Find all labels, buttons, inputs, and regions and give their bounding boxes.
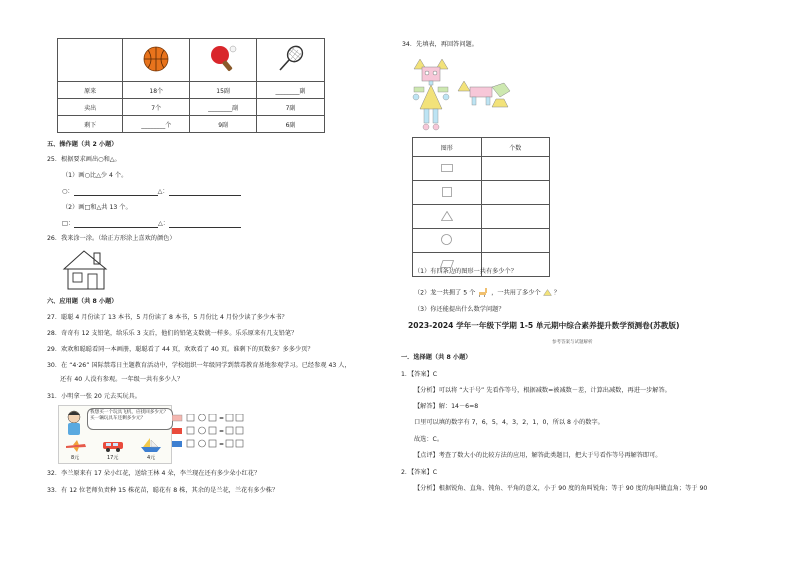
table-header-row [413, 138, 550, 157]
table-row [413, 229, 550, 253]
section-heading: 一．选择题（共 8 小题） [401, 354, 472, 361]
toy-car-icon [101, 439, 125, 453]
answer-1-comment: 【点评】考查了数大小的比较方法的应用，解答此类题目，把大于号看作等号再解答即可。 [414, 452, 662, 459]
price-boat: 4元 [147, 455, 156, 461]
question-34-2-text: ？ [553, 289, 560, 297]
count-blank[interactable] [481, 205, 549, 229]
table-row [413, 181, 550, 205]
answer-1-detail: 口里可以填的数字有 7，6，5，4，3，2，1，0，所以 8 小的数字。 [414, 419, 604, 426]
question-25-2: （2）画□和△共 13 个。 [62, 204, 132, 211]
square-icon [442, 187, 452, 197]
question-29: 29．欢欢和聪聪看同一本画册，聪聪看了 44 页，欢欢看了 40 页。谁剩下的页数多？多多少页？ [47, 346, 314, 353]
section-heading: 五、操作题（共 2 小题） [47, 141, 118, 148]
table-corner-cell [58, 39, 123, 82]
question-30: 30．在 “4·26” 国际禁毒日主题教育活动中，学校组织一年级同学到禁毒教育基地参观学习。已经参观 43 人， [47, 362, 351, 369]
question-34-2 [414, 288, 560, 298]
svg-text:=: = [219, 428, 225, 435]
table-row [58, 82, 325, 99]
triangle-label: △： [158, 220, 169, 227]
question-34-2-text: （2）龙一共拥了 5 个 [414, 289, 476, 297]
question-27: 27．聪聪 4 月份读了 13 本书，5 月份读了 8 本书，5 月份比 4 月份少读了多少本书？ [47, 314, 288, 321]
answer-line-circle[interactable] [62, 188, 241, 196]
answer-1-solve: 【解答】解：14－6=8 [414, 403, 479, 410]
shape-count-table [412, 137, 550, 277]
child-icon [63, 409, 85, 439]
question-32: 32．李兰原来有 17 朵小红花，送给王林 4 朵，李兰现在还有多少朵小红花？ [47, 470, 261, 477]
blank-line[interactable] [169, 221, 241, 228]
circle-label: ○： [62, 188, 74, 195]
price-car: 17元 [107, 455, 119, 461]
blank-line[interactable] [169, 189, 241, 196]
toy-boat-icon [172, 441, 182, 447]
question-34-3: （3）你还能提出什么数学问题？ [414, 306, 505, 313]
svg-text:=: = [219, 415, 225, 422]
toy-boat-icon [139, 437, 163, 453]
cell-value: 18个 [123, 82, 190, 99]
question-30-cont: 还有 40 人没有参观。一年级一共有多少人？ [60, 376, 184, 383]
answer-1: 1．【答案】C [401, 371, 438, 378]
square-label: □： [62, 220, 75, 227]
question-33: 33．有 12 位老师负责种 15 株花苗，聪花有 8 株，其余的是兰花，兰花有多少株？ [47, 487, 279, 494]
circle-icon [441, 234, 452, 245]
question-26: 26．我来涂一涂。（给正方形涂上喜欢的颜色） [47, 235, 176, 242]
count-blank[interactable] [481, 229, 549, 253]
answer-doc-subtitle: 参考答案与试题解析 [552, 340, 593, 345]
cell-value: 9副 [190, 116, 257, 133]
rectangle-icon [441, 164, 453, 172]
square-to-color[interactable] [73, 273, 82, 282]
basketball-icon [142, 45, 170, 73]
speech-bubble: 我想买一个玩具飞机，应找回多少元？买一辆玩具车还剩多少元？ [87, 408, 173, 430]
question-28: 28．奇奇有 12 支铅笔，给乐乐 3 支后，他们的铅笔支数就一样多。乐乐原来有几支铅笔？ [47, 330, 298, 337]
count-blank[interactable] [481, 157, 549, 181]
question-34-1: （1）有四条边的图形一共有多少个？ [414, 268, 517, 275]
toy-shop-illustration [58, 405, 172, 464]
table-row [58, 99, 325, 116]
section-heading: 六、应用题（共 8 小题） [47, 298, 118, 305]
inventory-table [57, 38, 325, 133]
answer-blank[interactable]: ________副 [257, 82, 325, 99]
giraffe-icon [477, 288, 489, 297]
cell-value: 6副 [257, 116, 325, 133]
badminton-racket-icon [276, 44, 306, 74]
parallelogram-icon [440, 260, 454, 268]
row-label: 卖出 [58, 99, 123, 116]
table-row [413, 205, 550, 229]
row-label: 剩下 [58, 116, 123, 133]
svg-text:=: = [219, 441, 225, 448]
question-31: 31．小明拿一张 20 元去买玩具。 [47, 393, 141, 400]
table-row [413, 157, 550, 181]
answer-line-square[interactable] [62, 220, 241, 228]
blank-line[interactable] [74, 221, 158, 228]
cell-value: 7个 [123, 99, 190, 116]
question-34: 34．先填表，再回答问题。 [402, 41, 478, 48]
blank-line[interactable] [74, 189, 158, 196]
racket-cell [257, 39, 325, 82]
airplane-icon [172, 415, 182, 421]
question-25-1: （1）画○比△少 4 个。 [62, 172, 128, 179]
triangle-icon [441, 211, 453, 221]
answer-2: 2．【答案】C [401, 469, 438, 476]
header-count: 个数 [481, 138, 549, 157]
house-drawing [60, 247, 112, 291]
answer-blank[interactable]: ________副 [190, 99, 257, 116]
question-34-2-text: ，一共用了多少个 [491, 289, 541, 297]
triangle-icon [543, 289, 552, 296]
answer-2-analysis: 【分析】根据锐角、直角、钝角、平角的意义，小于 90 度的角叫锐角；等于 90 度的角叫做直角；等于 90 [414, 485, 708, 492]
cell-value: 15副 [190, 82, 257, 99]
pingpong-cell [190, 39, 257, 82]
question-25: 25．根据要求画出○和△。 [47, 156, 121, 163]
basketball-cell [123, 39, 190, 82]
airplane-icon [65, 439, 87, 453]
toy-car-icon [172, 428, 182, 434]
answer-1-analysis: 【分析】可以将 “大于号” 先看作等号，根据减数=被减数－差，计算出减数，再进一步解答。 [414, 387, 671, 394]
answer-boxes[interactable] [172, 414, 254, 454]
answer-1-choice: 故选：C。 [414, 436, 444, 443]
table-row [58, 116, 325, 133]
answer-blank[interactable]: ________个 [123, 116, 190, 133]
pingpong-paddle-icon [208, 43, 238, 75]
count-blank[interactable] [481, 181, 549, 205]
answer-doc-title: 2023-2024 学年一年级下学期 1-5 单元期中综合素养提升数学预测卷(苏教版) [408, 321, 680, 330]
triangle-label: △： [157, 188, 169, 195]
shape-figure [412, 55, 517, 133]
row-label: 原来 [58, 82, 123, 99]
cell-value: 7副 [257, 99, 325, 116]
header-shape: 图形 [413, 138, 482, 157]
price-airplane: 8元 [71, 455, 80, 461]
